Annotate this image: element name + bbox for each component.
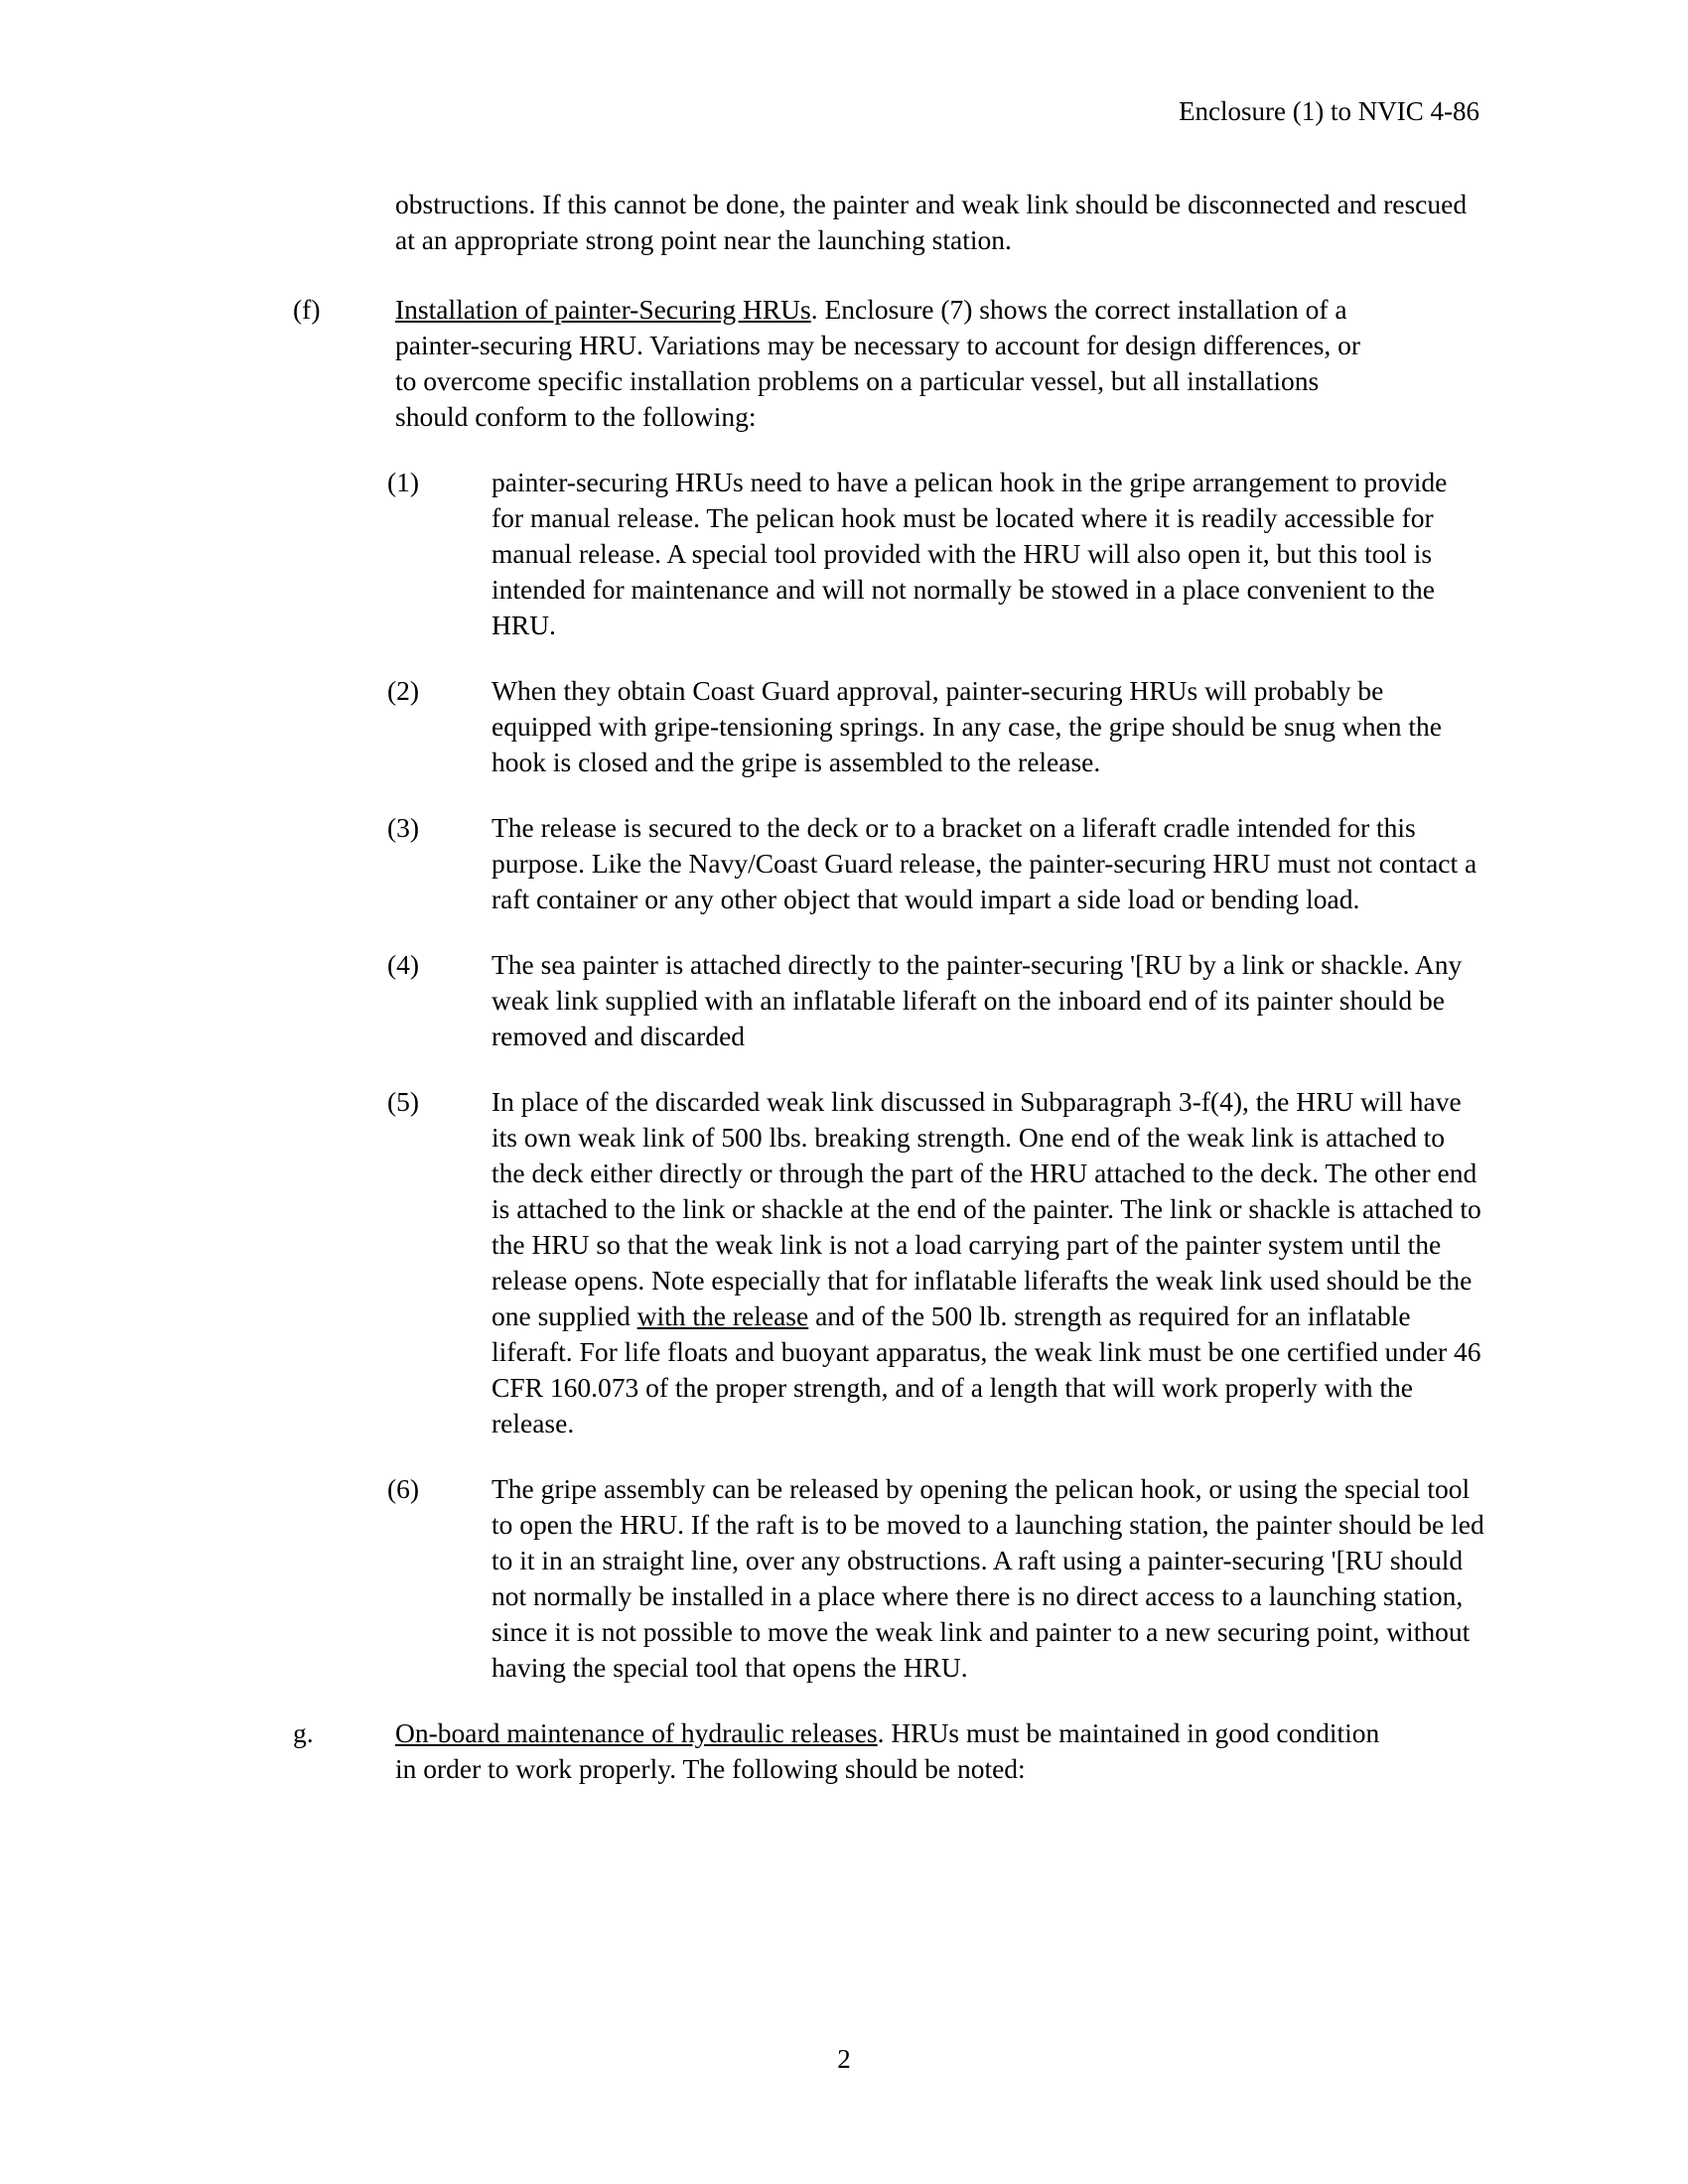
subitem-1-marker: (1) xyxy=(387,467,420,497)
subitem-6-text: The gripe assembly can be released by opening the pelican hook, or using the special tool to open the HRU. If the raft is to be moved to a launching station, the painter should be led to it in an straight line, over any obstructions. A raft using a painter-securing '[RU should not normally be installed in a place where there is no direct access to a launching station, since it is not possible to move the weak link and painter to a new securing point, without having the special tool that opens the HRU. xyxy=(492,1473,1484,1683)
paragraph-f-marker: (f) xyxy=(293,294,321,325)
subitem-5-emphasis: with the release xyxy=(636,1300,809,1331)
subitem-3-marker: (3) xyxy=(387,812,420,843)
subitem-4 xyxy=(387,947,1484,1054)
subitem-3-text: The release is secured to the deck or to a bracket on a liferaft cradle intended for this purpose. Like the Navy/Coast Guard release, the painter-securing HRU must not contact a raft container or any other object that would impart a side load or bending load. xyxy=(492,812,1477,914)
continuation-paragraph xyxy=(395,187,1484,258)
paragraph-g-marker: g. xyxy=(293,1717,314,1748)
subitem-1 xyxy=(387,465,1484,643)
subitem-2-marker: (2) xyxy=(387,675,420,706)
subitem-6-marker: (6) xyxy=(387,1473,420,1504)
subitem-5-body xyxy=(492,1084,1484,1441)
subitem-5 xyxy=(387,1084,1484,1441)
paragraph-g-text: . HRUs must be maintained in good condition in order to work properly. The following should be noted: xyxy=(395,1717,1380,1784)
paragraph-g-body xyxy=(395,1715,1382,1787)
subitem-2-text: When they obtain Coast Guard approval, painter-securing HRUs will probably be equipped with gripe-tensioning springs. In any case, the gripe should be snug when the hook is closed and the gripe is assembled to the release. xyxy=(492,675,1442,777)
subitem-5-text-part2: and of the 500 lb. strength as required for an inflatable liferaft. For life floats and buoyant apparatus, the weak link must be one certified under 46 CFR 160.073 of the proper strength, and of a length that will work properly with the release. xyxy=(492,1300,1481,1438)
subitem-6 xyxy=(387,1471,1484,1686)
continuation-paragraph-text: obstructions. If this cannot be done, the painter and weak link should be disconnected and rescued at an appropriate strong point near the launching station. xyxy=(395,189,1468,255)
paragraph-g xyxy=(293,1715,1382,1787)
subitem-3 xyxy=(387,810,1484,917)
subitem-5-marker: (5) xyxy=(387,1086,420,1117)
subitem-4-text: The sea painter is attached directly to the painter-securing '[RU by a link or shackle. Any weak link supplied with an inflatable liferaft on the inboard end of its painter should be removed and discarded xyxy=(492,949,1463,1051)
subitem-4-marker: (4) xyxy=(387,949,420,980)
subitem-1-text: painter-securing HRUs need to have a pelican hook in the gripe arrangement to provide for manual release. The pelican hook must be located where it is readily accessible for manual release. A special tool provided with the HRU will also open it, but this tool is intended for maintenance and will not normally be stowed in a place convenient to the HRU. xyxy=(492,467,1448,640)
paragraph-f-body xyxy=(395,292,1382,435)
page-number: 2 xyxy=(837,2044,851,2074)
subitem-5-text-part1: In place of the discarded weak link discussed in Subparagraph 3-f(4), the HRU will have its own weak link of 500 lbs. breaking strength. One end of the weak link is attached to the deck either directly or through the part of the HRU attached to the deck. The other end is attached to the link or shackle at the end of the painter. The link or shackle is attached to the HRU so that the weak link is not a load carrying part of the painter system until the release opens. Note especially that for inflatable liferafts the weak link used should be the one supplied xyxy=(492,1086,1481,1331)
paragraph-g-title: On-board maintenance of hydraulic releases xyxy=(395,1717,878,1748)
document-header: Enclosure (1) to NVIC 4-86 xyxy=(1179,96,1479,126)
body-text-column xyxy=(293,187,1484,1817)
subitem-2 xyxy=(387,673,1484,780)
paragraph-f-text: . Enclosure (7) shows the correct installation of a painter-securing HRU. Variations may be necessary to account for design differences, or to overcome specific installation problems on a particular vessel, but all installations should conform to the following: xyxy=(395,294,1361,432)
paragraph-f xyxy=(293,292,1382,435)
paragraph-f-title: Installation of painter-Securing HRUs xyxy=(395,294,811,325)
